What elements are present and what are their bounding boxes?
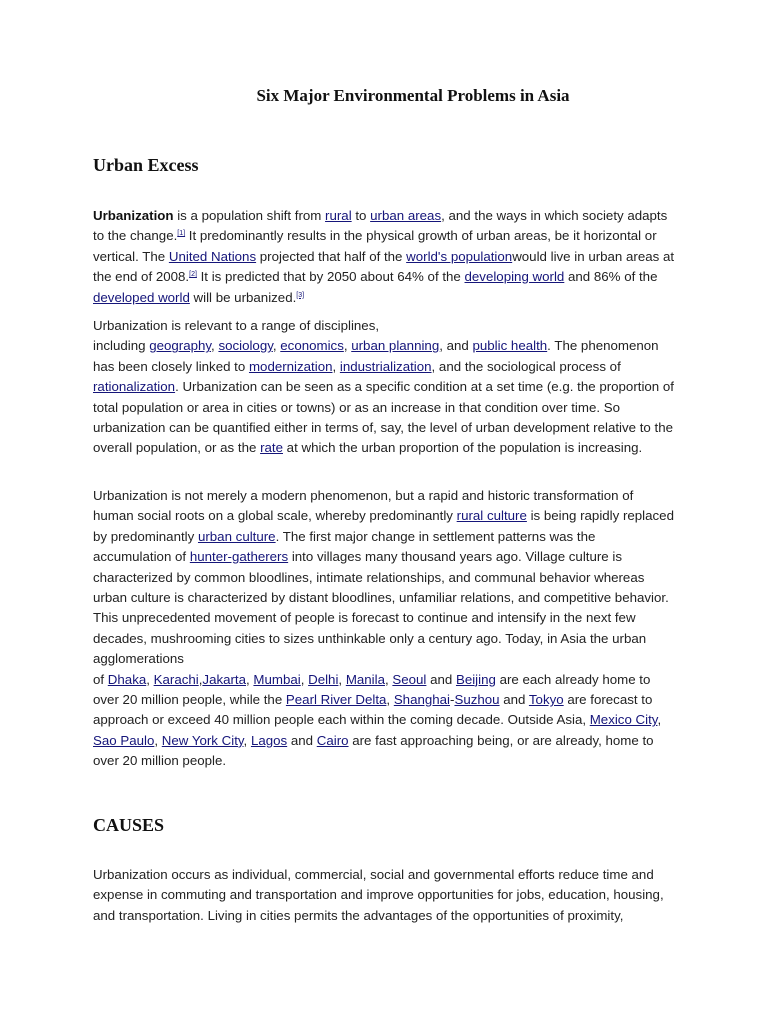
- text: are fast approaching being, or are already, home to over 20 million people.: [93, 732, 654, 769]
- link-rationalization[interactable]: rationalization: [93, 379, 176, 395]
- link-new-york-city[interactable]: New York City: [161, 732, 244, 748]
- paragraph-historic-transformation: [93, 486, 675, 772]
- text: ,: [198, 671, 203, 687]
- link-rural-culture[interactable]: rural culture: [456, 508, 527, 524]
- text: ,: [384, 671, 393, 687]
- text: and: [287, 732, 317, 748]
- text: , and the ways in which society adapts to the change.: [93, 208, 668, 244]
- text: , and: [439, 338, 473, 354]
- link-urban-areas[interactable]: urban areas: [370, 208, 442, 223]
- link-pearl-river-delta[interactable]: Pearl River Delta: [285, 692, 387, 708]
- text: . The phenomenon has been closely linked to: [93, 338, 659, 374]
- link-geography[interactable]: geography: [149, 338, 212, 354]
- text: ,: [338, 671, 346, 687]
- citation-2[interactable]: [189, 271, 197, 278]
- text: Urbanization is not merely a modern phenomenon, but a rapid and historic transformation of human social roots on a global scale, whereby predominantly: [93, 488, 634, 524]
- link-worlds-population[interactable]: world's population: [406, 248, 513, 264]
- section-heading-urban-excess: Urban Excess: [93, 155, 199, 175]
- link-urban-planning[interactable]: urban planning: [351, 338, 440, 354]
- text: into villages many thousand years ago. Village culture is characterized by common bloodlines, intimate relationships, and communal behavior whereas urban culture is characterized by distant bloodlines, unfamiliar relations, and competitive behavior. This unprecedented movement of people is forecast to continue and intensify in the next few decades, mushrooming cities to sizes unthinkable only a century ago. Today, in Asia the urban agglomerations: [93, 549, 669, 667]
- citation-2-label[interactable]: [2]: [189, 271, 197, 279]
- text: at which the urban proportion of the population is increasing.: [282, 440, 643, 456]
- text: projected that half of the: [256, 248, 407, 264]
- text: and: [499, 692, 529, 708]
- link-jakarta[interactable]: Jakarta: [202, 671, 247, 687]
- text: . The first major change in settlement patterns was the accumulation of: [93, 528, 596, 565]
- text: It is predicted that by 2050 about 64% of the: [196, 269, 465, 285]
- text: including: [93, 338, 150, 354]
- text: , and the sociological process of: [431, 358, 621, 374]
- text: ,: [146, 671, 154, 687]
- link-united-nations[interactable]: United Nations: [168, 248, 257, 264]
- text: of: [93, 671, 108, 687]
- paragraph-urbanization-definition: [93, 206, 675, 308]
- text: is a population shift from: [173, 208, 326, 223]
- text: are each already home to over 20 million people, while the: [93, 671, 651, 708]
- text: is being rapidly replaced by predominantly: [93, 508, 674, 544]
- text: to: [351, 208, 371, 223]
- text: ,: [386, 692, 394, 708]
- link-rate[interactable]: rate: [260, 440, 283, 456]
- citation-3-label[interactable]: [3]: [296, 291, 305, 299]
- text: ,: [243, 732, 251, 748]
- link-seoul[interactable]: Seoul: [392, 671, 427, 687]
- link-urban-culture[interactable]: urban culture: [197, 528, 276, 544]
- link-hunter-gatherers[interactable]: hunter-gatherers: [189, 549, 289, 565]
- link-tokyo[interactable]: Tokyo: [528, 692, 564, 708]
- page-title: Six Major Environmental Problems in Asia: [256, 86, 570, 105]
- link-sociology[interactable]: sociology: [218, 338, 273, 354]
- text: ,: [332, 358, 340, 374]
- link-industrialization[interactable]: industrialization: [339, 358, 432, 374]
- citation-3[interactable]: [296, 292, 304, 299]
- link-mumbai[interactable]: Mumbai: [253, 671, 301, 687]
- text: ,: [272, 338, 281, 354]
- link-delhi[interactable]: Delhi: [308, 671, 339, 687]
- link-shanghai[interactable]: Shanghai: [393, 692, 451, 708]
- link-dhaka[interactable]: Dhaka: [107, 671, 147, 687]
- link-public-health[interactable]: public health: [472, 338, 548, 354]
- text: ,: [343, 338, 352, 354]
- link-developing-world[interactable]: developing world: [464, 269, 565, 285]
- text: -: [450, 692, 455, 708]
- paragraph-causes: [93, 865, 675, 926]
- text: Urbanization is relevant to a range of disciplines,: [93, 318, 380, 333]
- citation-1-label[interactable]: [1]: [177, 230, 186, 238]
- link-rural[interactable]: rural: [325, 208, 352, 223]
- link-economics[interactable]: economics: [280, 338, 344, 354]
- section-heading-causes: CAUSES: [93, 815, 165, 835]
- link-cairo[interactable]: Cairo: [316, 732, 349, 748]
- text: Urbanization occurs as individual, commercial, social and governmental efforts reduce time and expense in commuting and transportation and improve opportunities for jobs, education, housing, and transportation. Living in cities permits the advantages of the opportunities of proximity,: [93, 867, 664, 923]
- text: ,: [211, 338, 219, 354]
- text: ,: [246, 671, 254, 687]
- link-lagos[interactable]: Lagos: [250, 732, 288, 748]
- paragraph-disciplines: [93, 316, 675, 459]
- text: and: [426, 671, 456, 687]
- link-developed-world[interactable]: developed world: [93, 289, 190, 305]
- link-modernization[interactable]: modernization: [248, 358, 333, 374]
- text: ,: [657, 712, 662, 728]
- text: would live in urban areas at the end of 2008.: [93, 248, 675, 285]
- link-manila[interactable]: Manila: [345, 671, 385, 687]
- link-mexico-city[interactable]: Mexico City: [589, 712, 658, 728]
- text: ,: [154, 732, 162, 748]
- text: It predominantly results in the physical growth of urban areas, be it horizontal or vertical. The: [93, 228, 657, 264]
- text: are forecast to approach or exceed 40 million people each within the coming decade. Outside Asia,: [93, 692, 653, 728]
- citation-1[interactable]: [177, 230, 185, 237]
- link-sao-paulo[interactable]: Sao Paulo: [93, 732, 155, 748]
- text: will be urbanized.: [189, 289, 297, 305]
- link-beijing[interactable]: Beijing: [455, 671, 496, 687]
- text: . Urbanization can be seen as a specific condition at a set time (e.g. the proportion of total population or area in cities or towns) or as an increase in that condition over time. So urbanization can be quantified either in terms of, say, the level of urban development relative to the overall population, or as the: [93, 379, 674, 456]
- text: and 86% of the: [564, 269, 658, 285]
- link-suzhou[interactable]: Suzhou: [454, 692, 500, 708]
- text: ,: [300, 671, 309, 687]
- bold-term-urbanization: Urbanization: [93, 208, 174, 223]
- link-karachi[interactable]: Karachi: [153, 671, 199, 687]
